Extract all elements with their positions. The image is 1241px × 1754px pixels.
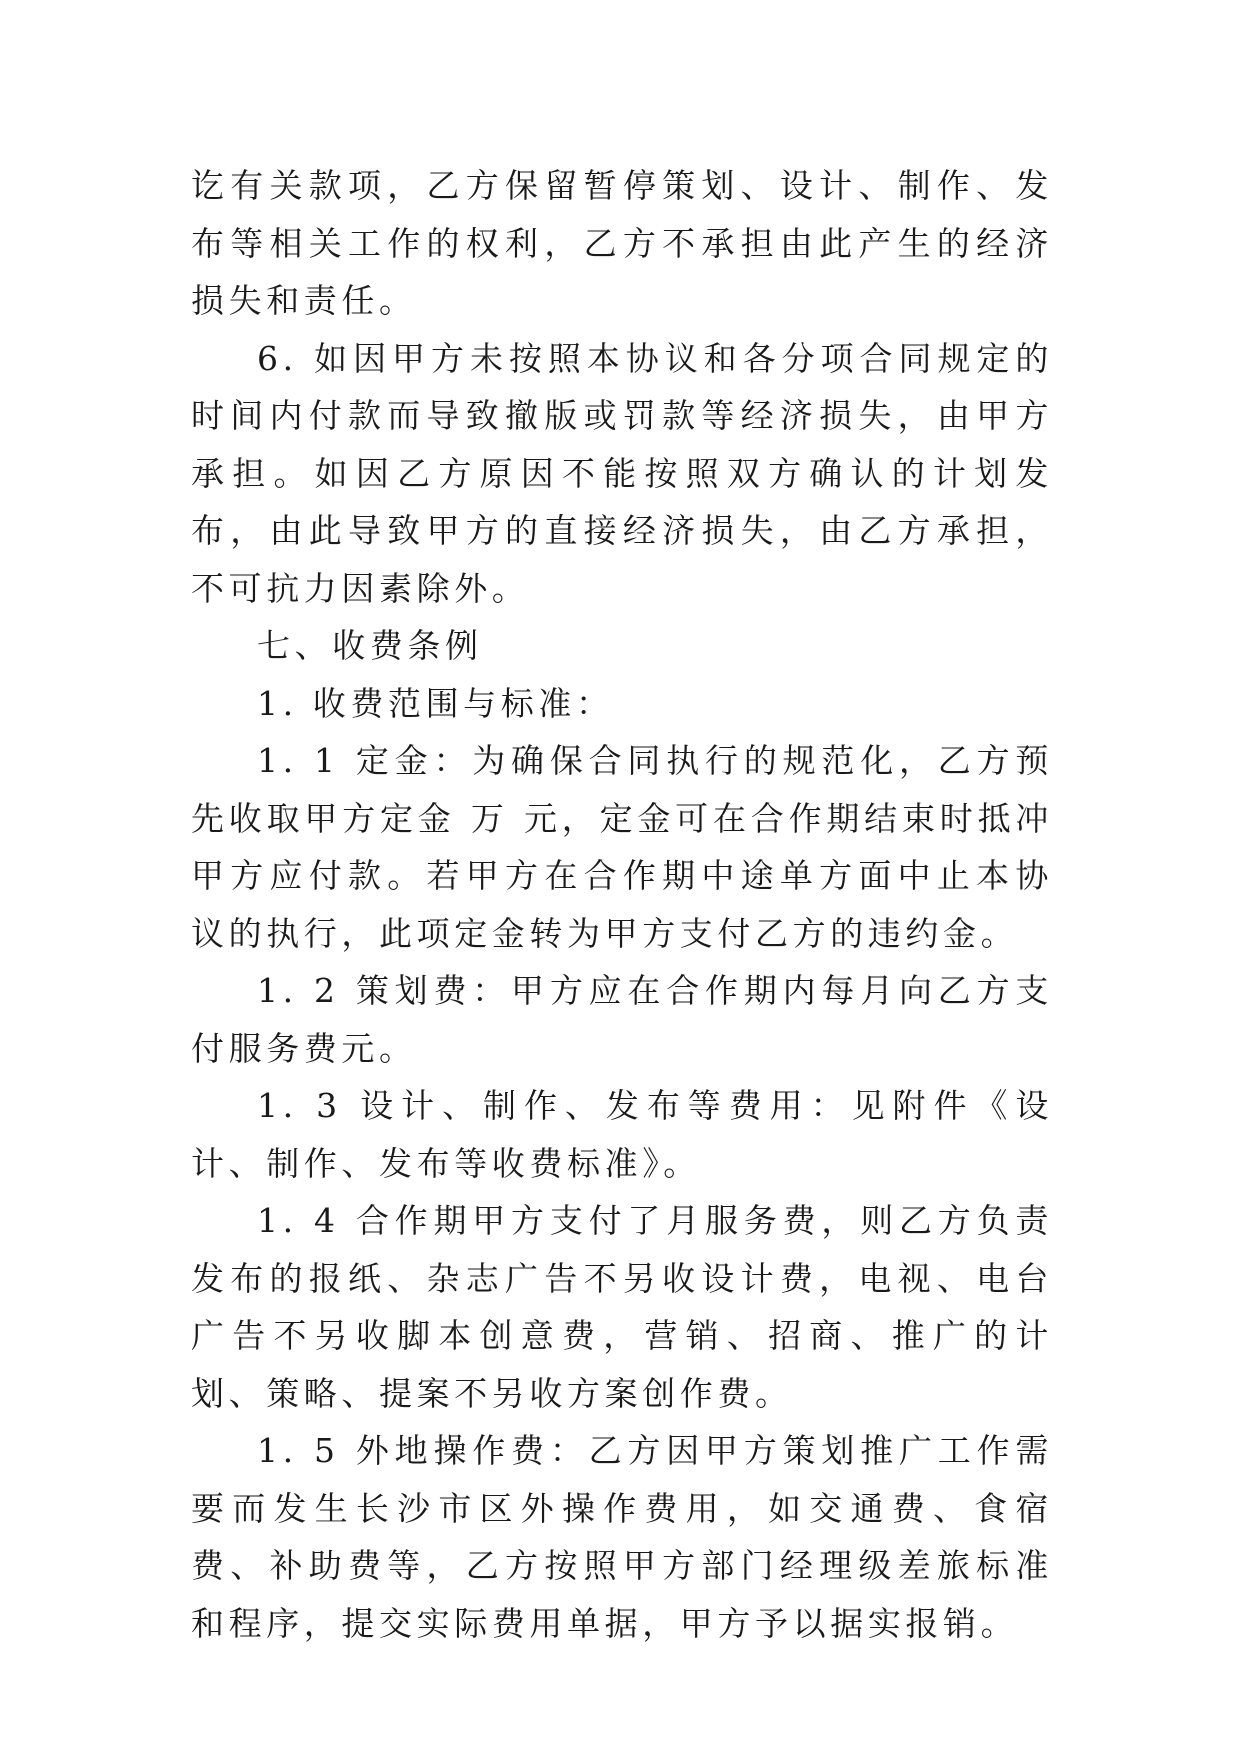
paragraph-clause-1-1: 1. 1 定金：为确保合同执行的规范化，乙方预先收取甲方定金 万 元，定金可在合作期结束时抵冲甲方应付款。若甲方在合作期中途单方面中止本协议的执行，此项定金转为甲方支付乙方的违约金。 [191, 741, 1053, 953]
document-page [191, 157, 1053, 1652]
paragraph-clause-1-2: 1. 2 策划费：甲方应在合作期内每月向乙方支付服务费元。 [191, 971, 1053, 1068]
section-heading-fee-rules: 七、收费条例 [257, 626, 483, 665]
paragraph-clause-1-3: 1. 3 设计、制作、发布等费用：见附件《设计、制作、发布等收费标准》。 [191, 1086, 1053, 1183]
paragraph-clause-1-4: 1. 4 合作期甲方支付了月服务费，则乙方负责发布的报纸、杂志广告不另收设计费，电视、电台广告不另收脚本创意费，营销、招商、推广的计划、策略、提案不另收方案创作费。 [191, 1201, 1053, 1413]
paragraph-clause-1: 1. 收费范围与标准： [257, 683, 614, 723]
paragraph-clause-6: 6. 如因甲方未按照本协议和各分项合同规定的时间内付款而导致撤版或罚款等经济损失，由甲方承担。如因乙方原因不能按照双方确认的计划发布，由此导致甲方的直接经济损失，由乙方承担，不可抗力因素除外。 [191, 338, 1053, 608]
paragraph-continuation: 讫有关款项，乙方保留暂停策划、设计、制作、发布等相关工作的权利，乙方不承担由此产生的经济损失和责任。 [191, 166, 1053, 320]
paragraph-clause-1-5: 1. 5 外地操作费：乙方因甲方策划推广工作需要而发生长沙市区外操作费用，如交通费、食宿费、补助费等，乙方按照甲方部门经理级差旅标准和程序，提交实际费用单据，甲方予以据实报销。 [191, 1431, 1053, 1643]
